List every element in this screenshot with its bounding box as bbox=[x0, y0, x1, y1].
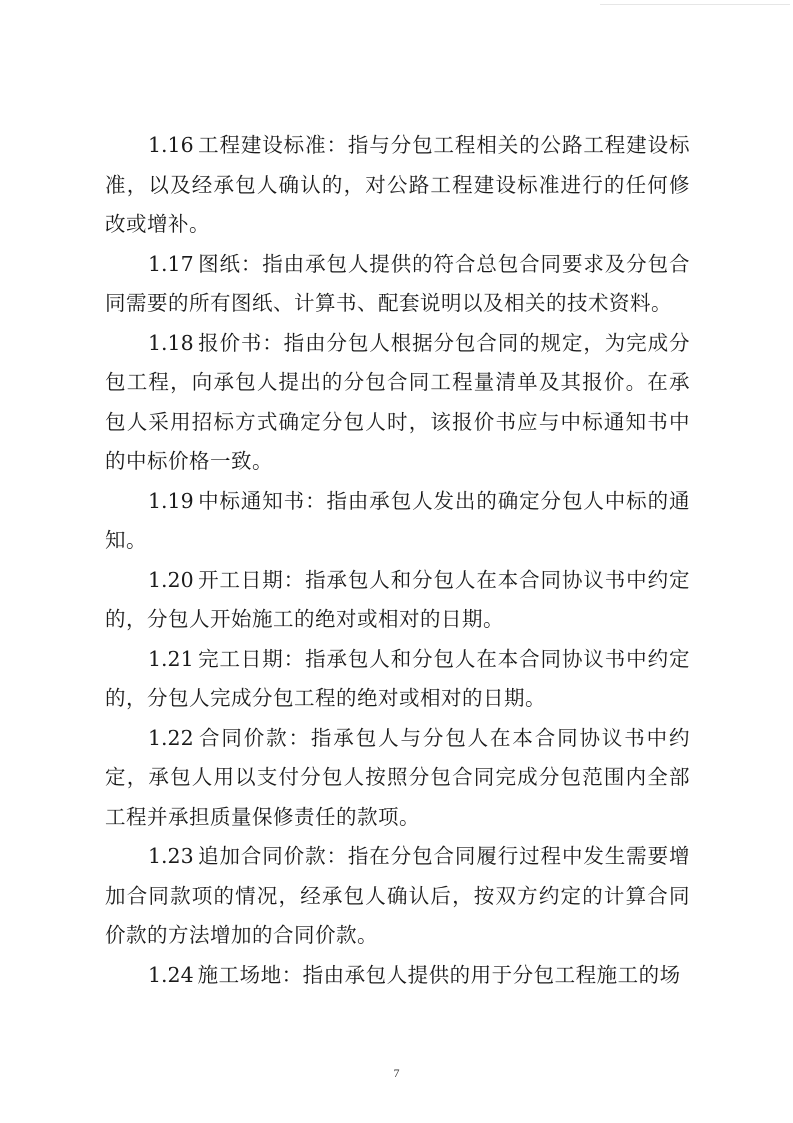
clause-1-19 bbox=[105, 482, 690, 561]
clause-number: 1.18 bbox=[148, 330, 194, 355]
clause-1-18 bbox=[105, 324, 690, 482]
clause-1-20 bbox=[105, 561, 690, 640]
clause-number: 1.21 bbox=[148, 646, 194, 671]
clause-number: 1.16 bbox=[148, 133, 194, 157]
clause-number: 1.24 bbox=[148, 962, 194, 987]
clause-1-22 bbox=[105, 719, 690, 838]
clause-number: 1.22 bbox=[148, 725, 194, 750]
page-number: 7 bbox=[393, 1066, 400, 1080]
clause-number: 1.19 bbox=[148, 488, 194, 513]
scan-edge-line bbox=[600, 4, 790, 5]
clause-number: 1.17 bbox=[148, 251, 194, 276]
clause-1-16 bbox=[105, 126, 690, 245]
clause-text: 图纸：指由承包人提供的符合总包合同要求及分包合同需要的所有图纸、计算书、配套说明以及相关的技术资料。 bbox=[105, 251, 690, 315]
clause-1-21 bbox=[105, 640, 690, 719]
clause-1-24 bbox=[105, 956, 690, 996]
clause-text: 报价书：指由分包人根据分包合同的规定，为完成分包工程，向承包人提出的分包合同工程量清单及其报价。在承包人采用招标方式确定分包人时，该报价书应与中标通知书中的中标价格一致。 bbox=[105, 330, 690, 473]
clause-text: 合同价款：指承包人与分包人在本合同协议书中约定，承包人用以支付分包人按照分包合同完成分包范围内全部工程并承担质量保修责任的款项。 bbox=[105, 725, 690, 829]
document-body bbox=[105, 126, 690, 995]
clause-text: 工程建设标准：指与分包工程相关的公路工程建设标准，以及经承包人确认的，对公路工程建设标准进行的任何修改或增补。 bbox=[105, 133, 690, 236]
clause-text: 开工日期：指承包人和分包人在本合同协议书中约定的，分包人开始施工的绝对或相对的日期。 bbox=[105, 567, 690, 631]
clause-text: 施工场地：指由承包人提供的用于分包工程施工的场 bbox=[197, 962, 681, 987]
clause-1-17 bbox=[105, 245, 690, 324]
clause-number: 1.20 bbox=[148, 567, 194, 592]
clause-text: 完工日期：指承包人和分包人在本合同协议书中约定的，分包人完成分包工程的绝对或相对的日期。 bbox=[105, 646, 690, 710]
clause-text: 中标通知书：指由承包人发出的确定分包人中标的通知。 bbox=[105, 488, 690, 552]
clause-text: 追加合同价款：指在分包合同履行过程中发生需要增加合同款项的情况，经承包人确认后，按双方约定的计算合同价款的方法增加的合同价款。 bbox=[105, 844, 690, 947]
clause-1-23 bbox=[105, 837, 690, 956]
clause-number: 1.23 bbox=[148, 844, 194, 868]
